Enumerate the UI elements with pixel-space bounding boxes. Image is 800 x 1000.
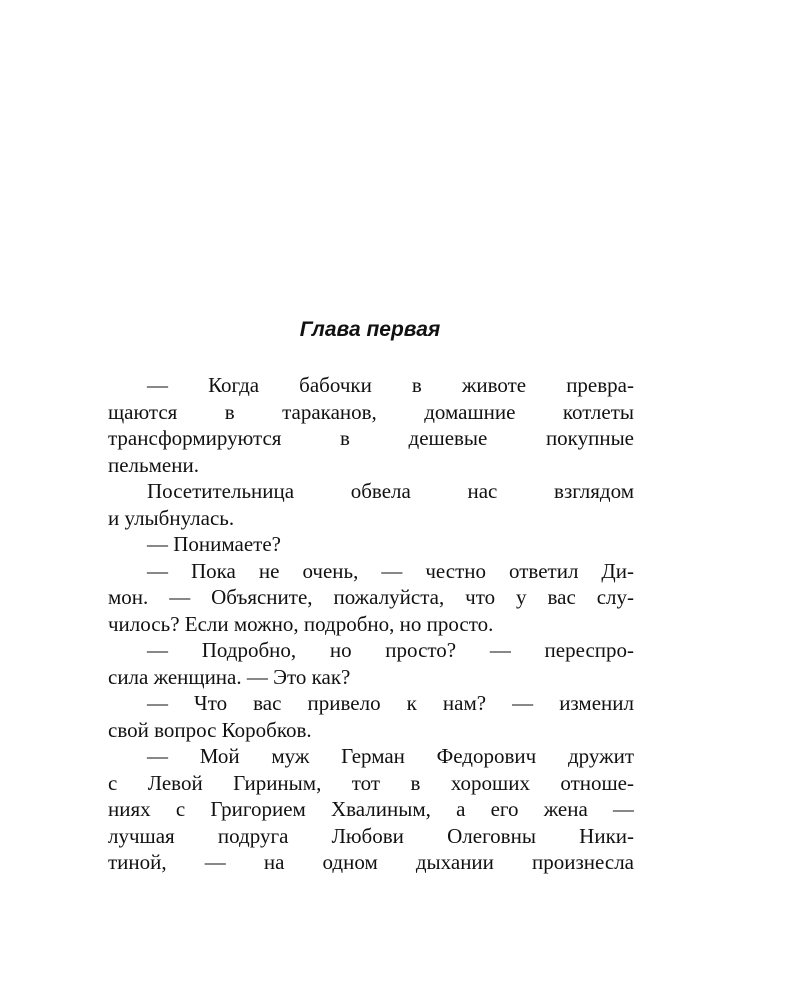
text-line: и улыбнулась. [108,505,235,530]
text-line: Посетительница обвела нас взглядом [147,479,634,503]
text-line: — Что вас привело к нам? — изменил [147,691,634,715]
text-line: — Подробно, но просто? — переспро- [147,638,634,662]
text-line: трансформируются в дешевые покупные [108,426,634,450]
text-line: чилось? Если можно, подробно, но просто. [108,611,494,636]
text-line: тиной, — на одном дыхании произнесла [108,850,634,874]
text-line: ниях с Григорием Хвалиным, а его жена — [108,797,634,821]
chapter-title: Глава первая [299,318,441,341]
text-line: свой вопрос Коробков. [108,717,312,742]
text-line: — Понимаете? [147,532,281,556]
text-line: — Пока не очень, — честно ответил Ди- [147,558,634,583]
text-line: сила женщина. — Это как? [108,664,351,689]
text-line: пельмени. [108,452,199,477]
body-text [108,372,634,876]
text-line: — Когда бабочки в животе превра- [147,373,634,397]
text-line: — Мой муж Герман Федорович дружит [147,744,634,768]
text-line: с Левой Гириным, тот в хороших отноше- [108,770,634,795]
text-line: мон. — Объясните, пожалуйста, что у вас слу- [108,585,634,609]
text-line: лучшая подруга Любови Олеговны Ники- [108,823,634,848]
text-line: щаются в тараканов, домашние котлеты [108,399,634,424]
